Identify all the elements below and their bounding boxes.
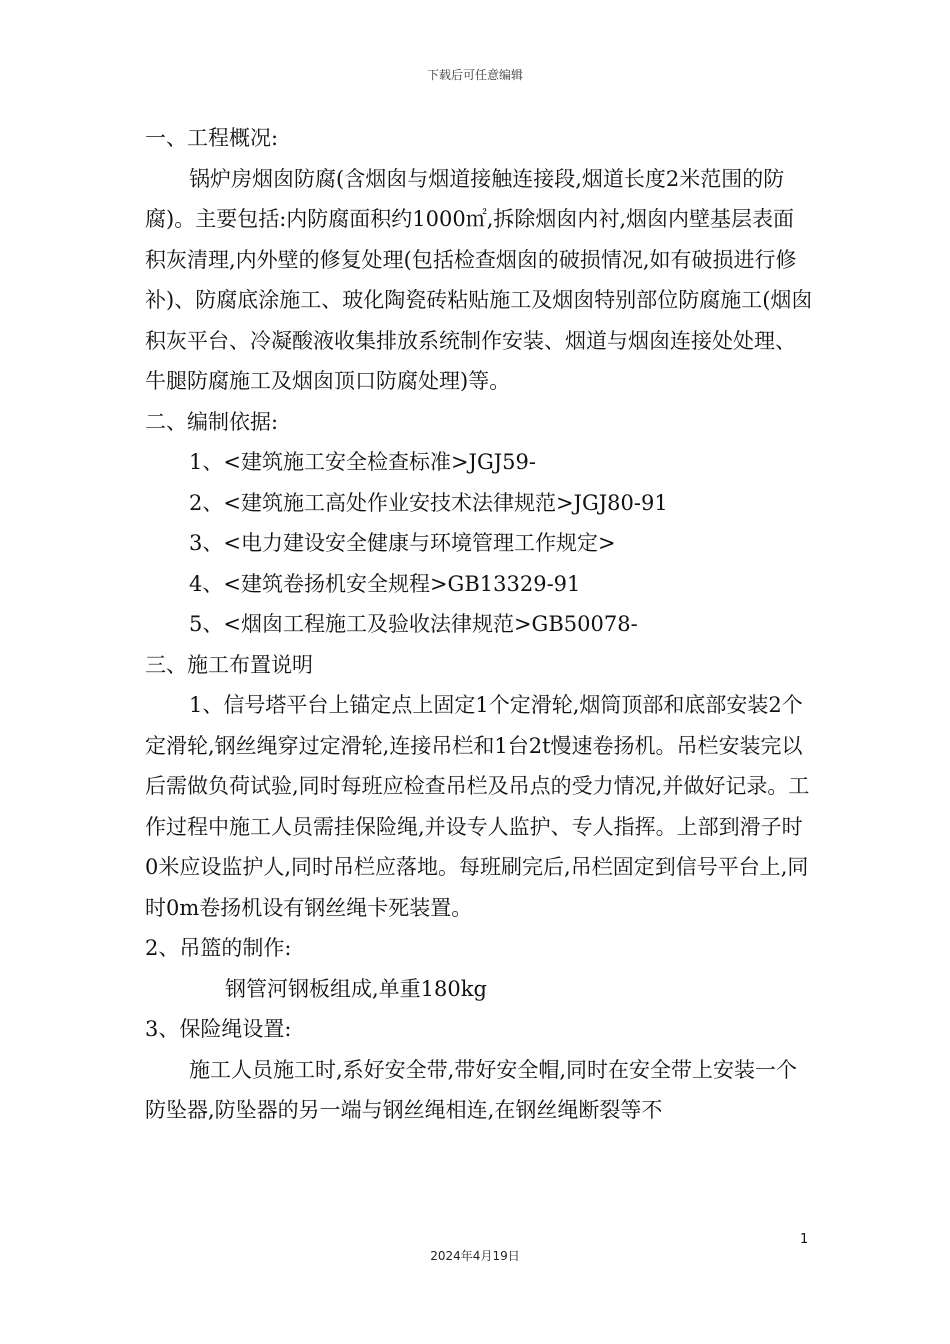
section-title: 三、施工布置说明 [145,652,313,677]
paragraph: 钢管河钢板组成,单重180kg [225,976,487,1001]
reference-item: 1、<建筑施工安全检查标准>JGJ59- [189,450,536,474]
subsection-title: 2、吊篮的制作: [145,936,292,960]
reference-item: 5、<烟囱工程施工及验收法律规范>GB50078- [189,612,638,636]
reference-item: 4、<建筑卷扬机安全规程>GB13329-91 [189,571,581,596]
reference-item: 2、<建筑施工高处作业安技术法律规范>JGJ80-91 [189,490,668,515]
paragraph: 1、信号塔平台上锚定点上固定1个定滑轮,烟筒顶部和底部安装2个定滑轮,钢丝绳穿过定滑轮,连接吊栏和1台2t慢速卷扬机。吊栏安装完以后需做负荷试验,同时每班应检查吊栏及吊点的受力情况,并做好记录。工作过程中施工人员需挂保险绳,并设专人监护、专人指挥。上部到滑子时0米应设监护人,同时吊栏应落地。每班刷完后,吊栏固定到信号平台上,同时0m卷扬机设有钢丝绳卡死装置。 [145,693,810,920]
paragraph: 施工人员施工时,系好安全带,带好安全帽,同时在安全带上安装一个防坠器,防坠器的另一端与钢丝绳相连,在钢丝绳断裂等不 [145,1057,798,1122]
footer-date: 2024年4月19日 [430,1249,520,1263]
reference-item: 3、<电力建设安全健康与环境管理工作规定> [189,531,616,555]
page-number: 1 [800,1232,809,1247]
subsection-title: 3、保险绳设置: [145,1017,292,1041]
paragraph: 锅炉房烟囱防腐(含烟囱与烟道接触连接段,烟道长度2米范围的防腐)。主要包括:内防腐面积约1000㎡,拆除烟囱内衬,烟囱内壁基层表面积灰清理,内外壁的修复处理(包括检查烟囱的破损情况,如有破损进行修补)、防腐底涂施工、玻化陶瓷砖粘贴施工及烟囱特别部位防腐施工(烟囱积灰平台、冷凝酸液收集排放系统制作安装、烟道与烟囱连接处处理、牛腿防腐施工及烟囱顶口防腐处理)等。 [145,166,813,393]
section-title: 二、编制依据: [145,409,279,434]
header-note: 下载后可任意编辑 [426,68,523,82]
document-body [145,118,813,1131]
section-title: 一、工程概况: [145,126,279,150]
